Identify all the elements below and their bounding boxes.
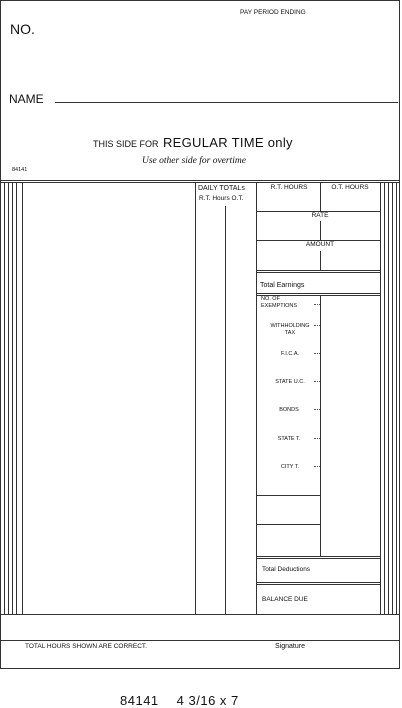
left-stripe	[16, 182, 17, 614]
amount-divider	[320, 251, 321, 270]
form-code: 84141	[12, 167, 28, 173]
rt-hours-label: R.T. HOURS	[270, 184, 308, 191]
state-t-label: STATE T.	[277, 436, 301, 442]
grid-top-border	[0, 180, 400, 181]
city-t-label: CITY T.	[280, 464, 300, 470]
deductions-divider	[320, 295, 321, 556]
exemptions-label-line2: EXEMPTIONS	[261, 303, 298, 309]
total-deductions-line	[256, 582, 380, 583]
amount-bottom-line-double	[256, 272, 380, 273]
daily-totals-left-border	[195, 182, 196, 614]
deductions-bottom-line	[256, 556, 380, 557]
overtime-note: Use other side for overtime	[142, 156, 246, 166]
name-label: NAME	[9, 92, 44, 106]
total-earnings-line	[256, 293, 380, 294]
fica-dotted-line	[314, 353, 320, 354]
payroll-left-border	[256, 182, 257, 614]
name-field-line[interactable]	[55, 102, 398, 103]
state-uc-label: STATE U.C.	[275, 379, 305, 385]
daily-totals-divider	[225, 206, 226, 614]
caption-size: 4 3/16 x 7	[176, 693, 239, 708]
withholding-label-line2: TAX	[284, 330, 296, 336]
side-prefix: THIS SIDE FOR	[93, 139, 159, 149]
grid-bottom-border	[0, 614, 400, 615]
footer-divider	[0, 640, 400, 641]
caption	[120, 694, 239, 707]
number-label: NO.	[10, 21, 35, 37]
right-stripe	[384, 182, 385, 614]
grid-top-border-inner	[0, 182, 400, 183]
bonds-label: BONDS	[279, 407, 299, 413]
rate-label: RATE	[311, 212, 329, 219]
daily-totals-label: DAILY TOTALs	[198, 185, 245, 192]
left-stripe	[8, 182, 9, 614]
deductions-blank-line	[256, 495, 320, 496]
withholding-dotted-line	[314, 325, 320, 326]
rt-ot-label: R.T. Hours O.T.	[199, 195, 244, 202]
right-stripe	[380, 182, 381, 614]
certification-text: TOTAL HOURS SHOWN ARE CORRECT.	[25, 643, 147, 650]
right-stripe	[392, 182, 393, 614]
balance-due-label: BALANCE DUE	[262, 596, 308, 603]
ot-hours-label: O.T. HOURS	[331, 184, 369, 191]
hours-divider	[320, 182, 321, 211]
signature-label: Signature	[275, 643, 305, 650]
right-stripe	[396, 182, 397, 614]
exemptions-label-line1: NO. OF	[261, 296, 280, 302]
deductions-bottom-line-double	[256, 558, 380, 559]
right-stripe	[388, 182, 389, 614]
amount-bottom-line	[256, 270, 380, 271]
left-stripe	[22, 182, 23, 614]
fica-label: F.I.C.A.	[280, 351, 300, 357]
withholding-label-line1: WITHHOLDING	[270, 323, 310, 329]
pay-period-label: PAY PERIOD ENDING	[240, 9, 306, 16]
side-main: REGULAR TIME only	[162, 135, 293, 150]
total-deductions-line-double	[256, 584, 380, 585]
bonds-dotted-line	[314, 409, 320, 410]
left-stripe	[12, 182, 13, 614]
total-deductions-label: Total Deductions	[262, 566, 311, 573]
caption-code: 84141	[120, 693, 159, 708]
total-earnings-label: Total Earnings	[260, 282, 305, 289]
amount-label: AMOUNT	[305, 241, 335, 248]
state-uc-dotted-line	[314, 381, 320, 382]
rate-divider	[320, 221, 321, 240]
deductions-blank-line	[256, 524, 320, 525]
city-t-dotted-line	[314, 466, 320, 467]
exemptions-dotted-line	[314, 304, 320, 305]
left-stripe	[4, 182, 5, 614]
regular-time-heading	[93, 135, 293, 151]
state-t-dotted-line	[314, 438, 320, 439]
